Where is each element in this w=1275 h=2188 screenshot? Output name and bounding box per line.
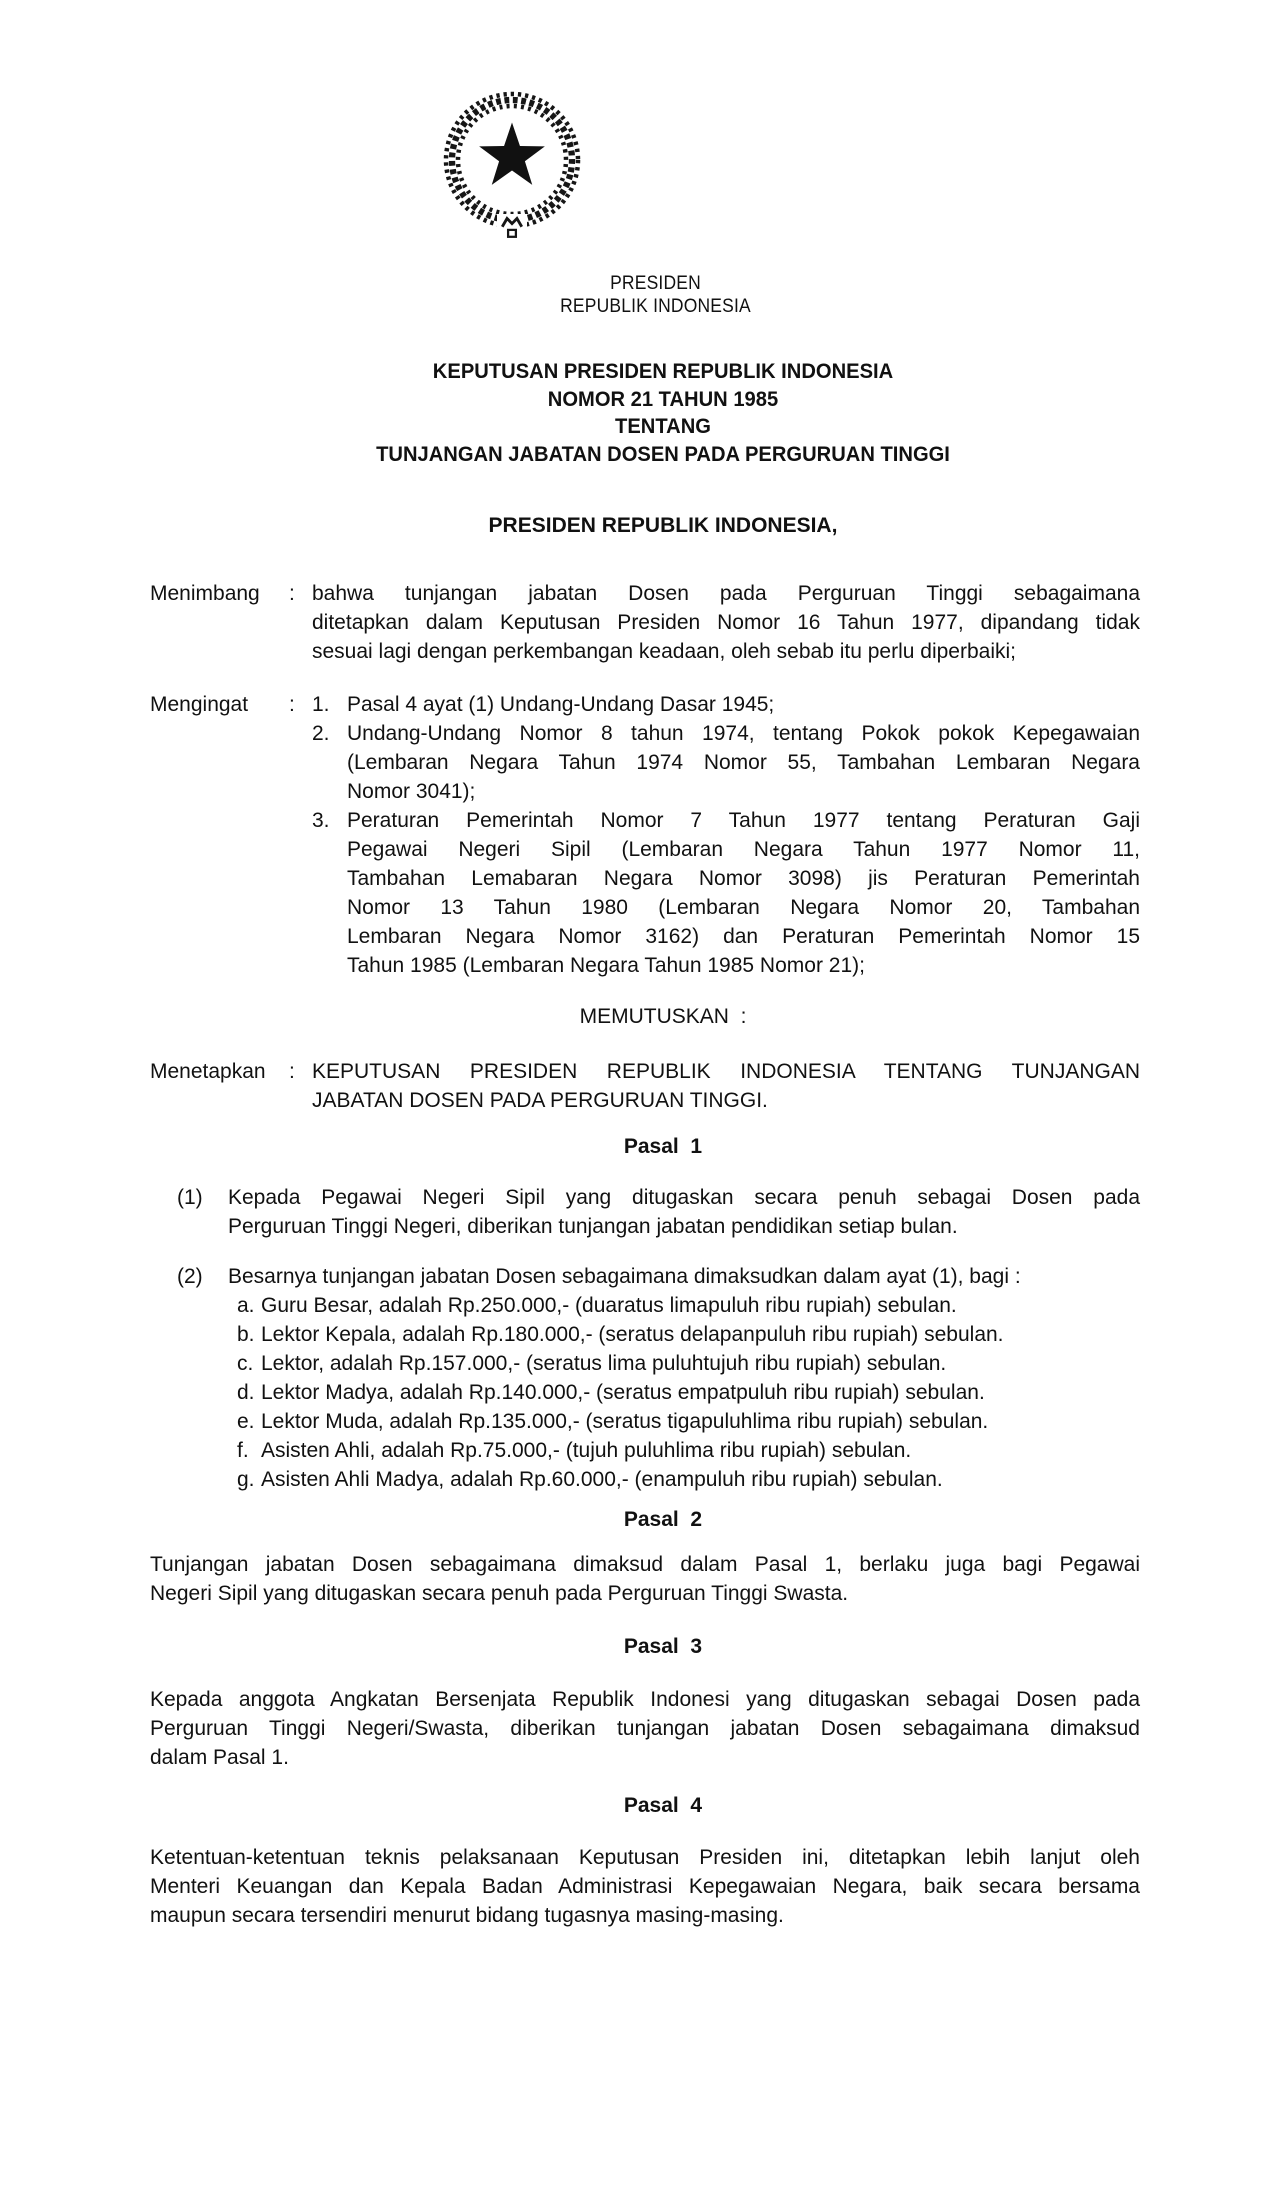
text-line: Perguruan Tinggi Negeri/Swasta, diberikan tunjangan jabatan Dosen sebagaimana dimaksud [150, 1717, 1140, 1740]
letterhead-republik-indonesia: REPUBLIK INDONESIA [560, 296, 751, 317]
item-letter: a. [237, 1294, 255, 1317]
letterhead-presiden: PRESIDEN [610, 273, 701, 294]
decree-title-line-1: KEPUTUSAN PRESIDEN REPUBLIK INDONESIA [432, 360, 894, 383]
text-line: dalam Pasal 1. [150, 1746, 289, 1769]
decree-title-line-4: TUNJANGAN JABATAN DOSEN PADA PERGURUAN TINGGI [376, 442, 950, 466]
allowance-item [237, 1465, 1140, 1494]
item-number: 1. [312, 693, 330, 716]
item-text [347, 806, 1140, 980]
decree-title-line-3: TENTANG [615, 415, 711, 438]
item-text: Guru Besar, adalah Rp.250.000,- (duaratus limapuluh ribu rupiah) sebulan. [261, 1294, 957, 1317]
text-line: bahwa tunjangan jabatan Dosen pada Perguruan Tinggi sebagaimana [312, 582, 1140, 605]
document-body [150, 358, 1140, 1930]
item-text: Asisten Ahli, adalah Rp.75.000,- (tujuh puluhlima ribu rupiah) sebulan. [261, 1439, 912, 1462]
item-letter: d. [237, 1381, 255, 1404]
pasal-2-text [150, 1550, 1140, 1608]
item-number: 2. [312, 722, 330, 745]
pasal-4-heading: Pasal 4 [623, 1794, 703, 1817]
text-line: ditetapkan dalam Keputusan Presiden Nomor 16 Tahun 1977, dipandang tidak [312, 611, 1140, 634]
text-line: Nomor 13 Tahun 1980 (Lembaran Negara Nomor 20, Tambahan [347, 896, 1140, 919]
text-line: Pegawai Negeri Sipil (Lembaran Negara Tahun 1977 Nomor 11, [347, 838, 1140, 861]
item-letter: f. [237, 1439, 249, 1462]
text-line: Ketentuan-ketentuan teknis pelaksanaan Keputusan Presiden ini, ditetapkan lebih lanjut oleh [150, 1846, 1140, 1869]
text-line: Peraturan Pemerintah Nomor 7 Tahun 1977 tentang Peraturan Gaji [347, 809, 1140, 832]
star-wreath-icon [437, 88, 587, 244]
clause-text [312, 579, 1140, 666]
allowance-item [237, 1378, 1140, 1407]
text-line: KEPUTUSAN PRESIDEN REPUBLIK INDONESIA TENTANG TUNJANGAN [312, 1060, 1140, 1083]
text-line: Negeri Sipil yang ditugaskan secara penuh pada Perguruan Tinggi Swasta. [150, 1582, 849, 1605]
item-text: Lektor Madya, adalah Rp.140.000,- (seratus empatpuluh ribu rupiah) sebulan. [261, 1381, 985, 1404]
clause-label: Mengingat [150, 693, 249, 716]
clause-colon: : [289, 693, 295, 716]
pasal-3-heading: Pasal 3 [623, 1635, 703, 1658]
text-line: Kepada Pegawai Negeri Sipil yang ditugaskan secara penuh sebagai Dosen pada [228, 1186, 1140, 1209]
ayat-number: (2) [177, 1265, 203, 1288]
star-icon [479, 123, 545, 185]
allowance-item [237, 1320, 1140, 1349]
text-line: Tunjangan jabatan Dosen sebagaimana dimaksud dalam Pasal 1, berlaku juga bagi Pegawai [150, 1553, 1140, 1576]
legal-basis-list [312, 690, 1140, 980]
text-line: Kepada anggota Angkatan Bersenjata Republik Indonesi yang ditugaskan sebagai Dosen pada [150, 1688, 1140, 1711]
ayat-item [177, 1183, 1140, 1241]
decree-document-page [0, 88, 1275, 2188]
text-line: JABATAN DOSEN PADA PERGURUAN TINGGI. [312, 1089, 768, 1112]
item-text: Asisten Ahli Madya, adalah Rp.60.000,- (enampuluh ribu rupiah) sebulan. [261, 1468, 943, 1491]
text-line: Tahun 1985 (Lembaran Negara Tahun 1985 Nomor 21); [347, 954, 865, 977]
item-text [347, 690, 1140, 719]
clause-menimbang [150, 579, 1140, 666]
allowance-item [237, 1349, 1140, 1378]
decree-title-line-2: NOMOR 21 TAHUN 1985 [547, 387, 779, 411]
item-text: Lektor Kepala, adalah Rp.180.000,- (seratus delapanpuluh ribu rupiah) sebulan. [261, 1323, 1004, 1346]
text-line: Tambahan Lemabaran Negara Nomor 3098) jis Peraturan Pemerintah [347, 867, 1140, 890]
clause-colon: : [289, 1060, 295, 1083]
text-line: Menteri Keuangan dan Kepala Badan Administrasi Kepegawaian Negara, baik secara bersama [150, 1875, 1140, 1898]
item-letter: e. [237, 1410, 255, 1433]
clause-colon: : [289, 582, 295, 605]
ayat-lead-text: Besarnya tunjangan jabatan Dosen sebagaimana dimaksudkan dalam ayat (1), bagi : [228, 1265, 1021, 1288]
ayat-text [228, 1262, 1140, 1494]
opening-heading: PRESIDEN REPUBLIK INDONESIA, [488, 514, 838, 537]
pasal-1-heading: Pasal 1 [623, 1135, 703, 1158]
item-letter: c. [237, 1352, 254, 1375]
allowance-item [237, 1291, 1140, 1320]
item-text: Lektor, adalah Rp.157.000,- (seratus lima puluhtujuh ribu rupiah) sebulan. [261, 1352, 947, 1375]
item-letter: g. [237, 1468, 255, 1491]
text-line: Nomor 3041); [347, 780, 476, 803]
pasal-3-text [150, 1685, 1140, 1772]
pasal-2-heading: Pasal 2 [623, 1508, 703, 1531]
decree-title [205, 358, 1121, 468]
legal-basis-item [312, 719, 1140, 806]
legal-basis-item [312, 806, 1140, 980]
letterhead [86, 272, 1226, 318]
clause-mengingat [150, 690, 1140, 980]
memutuskan-heading: MEMUTUSKAN : [579, 1005, 747, 1028]
allowance-item [237, 1407, 1140, 1436]
legal-basis-item [312, 690, 1140, 719]
clause-menetapkan [150, 1057, 1140, 1115]
text-line: (Lembaran Negara Tahun 1974 Nomor 55, Tambahan Lembaran Negara [347, 751, 1140, 774]
item-text: Lektor Muda, adalah Rp.135.000,- (seratus tigapuluhlima ribu rupiah) sebulan. [261, 1410, 989, 1433]
text-line: Perguruan Tinggi Negeri, diberikan tunjangan jabatan pendidikan setiap bulan. [228, 1215, 958, 1238]
clause-label: Menetapkan [150, 1060, 266, 1083]
text-line: Lembaran Negara Nomor 3162) dan Peraturan Pemerintah Nomor 15 [347, 925, 1140, 948]
item-text [347, 719, 1140, 806]
allowance-item [237, 1436, 1140, 1465]
text-line: maupun secara tersendiri menurut bidang tugasnya masing-masing. [150, 1904, 784, 1927]
clause-label: Menimbang [150, 582, 260, 605]
item-number: 3. [312, 809, 330, 832]
ayat-text [228, 1183, 1140, 1241]
pasal-4-text [150, 1843, 1140, 1930]
presidential-emblem [437, 88, 587, 244]
text-line: Pasal 4 ayat (1) Undang-Undang Dasar 1945; [347, 693, 775, 716]
ayat-number: (1) [177, 1186, 203, 1209]
ayat-item [177, 1262, 1140, 1494]
text-line: Undang-Undang Nomor 8 tahun 1974, tentang Pokok pokok Kepegawaian [347, 722, 1140, 745]
text-line: sesuai lagi dengan perkembangan keadaan, oleh sebab itu perlu diperbaiki; [312, 640, 1017, 663]
clause-text [312, 1057, 1140, 1115]
item-letter: b. [237, 1323, 255, 1346]
